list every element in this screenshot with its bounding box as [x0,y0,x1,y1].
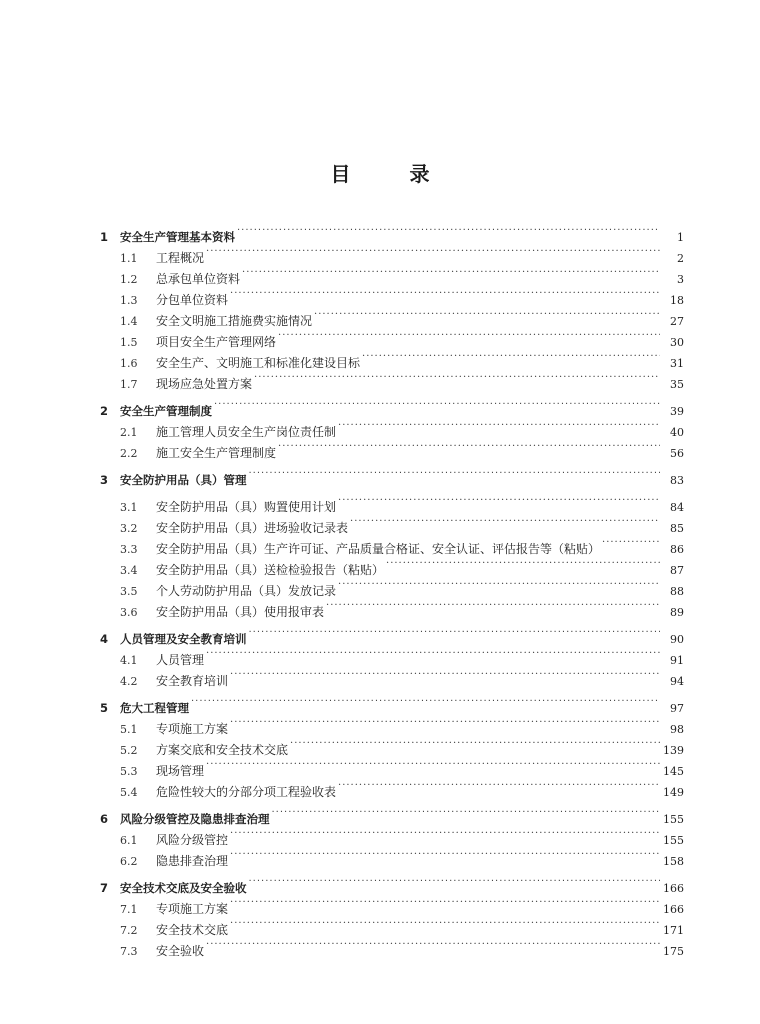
toc-section-1-5[interactable] [100,325,684,349]
page-number: 158 [663,855,684,868]
toc-chapter-5[interactable] [100,691,684,715]
section-number: 3.1 [120,501,138,514]
leader-dots [602,532,660,553]
section-number: 1.6 [120,357,138,370]
leader-dots [230,823,660,844]
page-number: 87 [670,564,684,577]
toc-section-5-1[interactable] [100,712,684,736]
page-number: 94 [670,675,684,688]
leader-dots [249,871,661,892]
leader-dots [249,622,661,643]
section-title: 风险分级管控 [156,833,229,847]
chapter-title: 安全生产管理制度 [120,404,212,418]
chapter-number: 1 [100,230,109,244]
section-title: 人员管理 [156,653,205,667]
toc-section-1-1[interactable] [100,241,684,265]
page-number: 1 [677,231,684,244]
section-title: 安全技术交底 [156,923,229,937]
chapter-title: 安全防护用品（具）管理 [120,473,247,487]
section-title: 安全防护用品（具）进场验收记录表 [156,521,349,535]
toc-chapter-2[interactable] [100,394,684,418]
section-title: 专项施工方案 [156,902,229,916]
leader-dots [230,844,660,865]
chapter-title: 安全技术交底及安全验收 [120,881,247,895]
leader-dots [237,220,660,241]
section-title: 现场应急处置方案 [156,377,253,391]
page-number: 3 [677,273,684,286]
page-number: 56 [670,447,684,460]
chapter-number: 7 [100,881,109,895]
leader-dots [272,802,661,823]
leader-dots [214,394,660,415]
leader-dots [230,712,660,733]
section-title: 施工管理人员安全生产岗位责任制 [156,425,337,439]
toc-chapter-4[interactable] [100,622,684,646]
page-number: 90 [670,633,684,646]
section-number: 5.1 [120,723,138,736]
toc-section-6-1[interactable] [100,823,684,847]
section-number: 1.1 [120,252,138,265]
leader-dots [338,775,660,796]
chapter-number: 2 [100,404,109,418]
page-number: 155 [663,834,684,847]
page-number: 39 [670,405,684,418]
section-title: 安全防护用品（具）购置使用计划 [156,500,337,514]
toc-section-3-5[interactable] [100,574,684,598]
leader-dots [278,325,660,346]
page-number: 83 [670,474,684,487]
page-number: 166 [663,903,684,916]
toc-section-5-4[interactable] [100,775,684,799]
section-title: 施工安全生产管理制度 [156,446,277,460]
page-number: 91 [670,654,684,667]
section-title: 安全验收 [156,944,205,958]
toc-section-2-2[interactable] [100,436,684,460]
section-number: 6.1 [120,834,138,847]
section-title: 隐患排查治理 [156,854,229,868]
toc-section-5-3[interactable] [100,754,684,778]
leader-dots [230,283,660,304]
page-number: 18 [670,294,684,307]
chapter-number: 6 [100,812,109,826]
leader-dots [362,346,660,367]
leader-dots [230,892,660,913]
section-number: 3.6 [120,606,138,619]
leader-dots [326,595,660,616]
page-number: 166 [663,882,684,895]
page-number: 40 [670,426,684,439]
toc-section-6-2[interactable] [100,844,684,868]
toc-chapter-3[interactable] [100,463,684,487]
leader-dots [249,463,661,484]
page-number: 98 [670,723,684,736]
chapter-title: 危大工程管理 [120,701,189,715]
section-number: 3.5 [120,585,138,598]
chapter-number: 4 [100,632,109,646]
section-number: 4.1 [120,654,138,667]
leader-dots [206,934,660,955]
page-number: 27 [670,315,684,328]
section-title: 方案交底和安全技术交底 [156,743,289,757]
section-number: 3.2 [120,522,138,535]
section-number: 7.1 [120,903,138,916]
toc-section-2-1[interactable] [100,415,684,439]
toc-section-4-1[interactable] [100,643,684,667]
section-number: 5.4 [120,786,138,799]
page-number: 35 [670,378,684,391]
toc-section-3-4[interactable] [100,553,684,577]
section-title: 个人劳动防护用品（具）发放记录 [156,584,337,598]
section-number: 3.4 [120,564,138,577]
table-of-contents [100,220,684,958]
section-title: 分包单位资料 [156,293,229,307]
page-number: 30 [670,336,684,349]
section-title: 危险性较大的分部分项工程验收表 [156,785,337,799]
toc-chapter-6[interactable] [100,802,684,826]
chapter-number: 5 [100,701,109,715]
section-title: 现场管理 [156,764,205,778]
section-number: 7.3 [120,945,138,958]
toc-section-3-2[interactable] [100,511,684,535]
section-number: 3.3 [120,543,138,556]
leader-dots [206,241,660,262]
toc-section-3-3[interactable] [100,532,684,556]
section-number: 7.2 [120,924,138,937]
toc-section-1-7[interactable] [100,367,684,391]
section-number: 5.2 [120,744,138,757]
page-number: 31 [670,357,684,370]
leader-dots [191,691,660,712]
section-number: 1.4 [120,315,138,328]
toc-section-1-3[interactable] [100,283,684,307]
page-number: 145 [663,765,684,778]
page-number: 86 [670,543,684,556]
leader-dots [290,733,660,754]
section-title: 安全生产、文明施工和标准化建设目标 [156,356,361,370]
section-number: 2.1 [120,426,138,439]
toc-section-1-4[interactable] [100,304,684,328]
leader-dots [206,754,660,775]
section-number: 2.2 [120,447,138,460]
chapter-number: 3 [100,473,109,487]
section-number: 6.2 [120,855,138,868]
section-number: 1.5 [120,336,138,349]
page-number: 88 [670,585,684,598]
section-title: 安全防护用品（具）使用报审表 [156,605,325,619]
section-title: 项目安全生产管理网络 [156,335,277,349]
toc-section-7-3[interactable] [100,934,684,958]
page-number: 84 [670,501,684,514]
toc-section-4-2[interactable] [100,664,684,688]
leader-dots [278,436,660,457]
leader-dots [254,367,660,388]
toc-section-1-6[interactable] [100,346,684,370]
section-title: 总承包单位资料 [156,272,241,286]
leader-dots [338,490,660,511]
leader-dots [206,643,660,664]
leader-dots [386,553,660,574]
page-number: 155 [663,813,684,826]
toc-section-5-2[interactable] [100,733,684,757]
page-number: 149 [663,786,684,799]
toc-section-3-6[interactable] [100,595,684,619]
toc-chapter-7[interactable] [100,871,684,895]
page-number: 89 [670,606,684,619]
section-title: 安全教育培训 [156,674,229,688]
leader-dots [230,913,660,934]
page-number: 85 [670,522,684,535]
section-number: 1.3 [120,294,138,307]
leader-dots [242,262,660,283]
toc-chapter-1[interactable] [100,220,684,244]
page-number: 175 [663,945,684,958]
leader-dots [338,415,660,436]
toc-section-7-2[interactable] [100,913,684,937]
leader-dots [350,511,660,532]
section-title: 安全防护用品（具）生产许可证、产品质量合格证、安全认证、评估报告等（粘贴） [156,542,601,556]
section-title: 工程概况 [156,251,205,265]
section-number: 1.2 [120,273,138,286]
leader-dots [338,574,660,595]
toc-section-7-1[interactable] [100,892,684,916]
toc-section-1-2[interactable] [100,262,684,286]
leader-dots [230,664,660,685]
section-title: 专项施工方案 [156,722,229,736]
page-number: 2 [677,252,684,265]
chapter-title: 风险分级管控及隐患排查治理 [120,812,270,826]
section-number: 5.3 [120,765,138,778]
chapter-title: 安全生产管理基本资料 [120,230,235,244]
page-number: 97 [670,702,684,715]
section-number: 1.7 [120,378,138,391]
page-number: 171 [663,924,684,937]
page-number: 139 [663,744,684,757]
toc-section-3-1[interactable] [100,490,684,514]
section-title: 安全文明施工措施费实施情况 [156,314,313,328]
page-title: 目 录 [330,162,456,186]
section-title: 安全防护用品（具）送检检验报告（粘贴） [156,563,385,577]
leader-dots [314,304,660,325]
section-number: 4.2 [120,675,138,688]
chapter-title: 人员管理及安全教育培训 [120,632,247,646]
